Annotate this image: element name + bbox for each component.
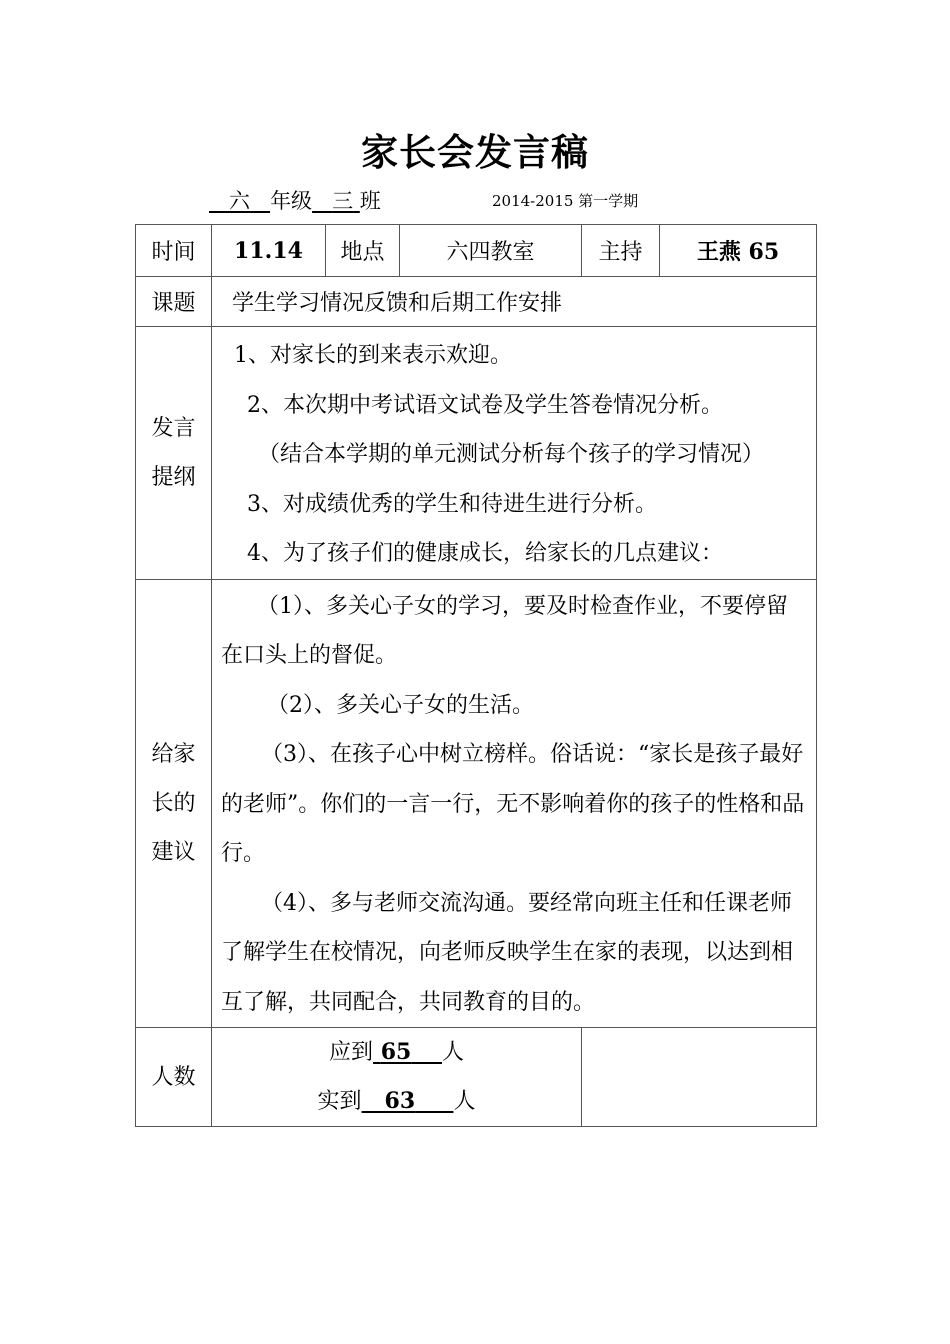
- place-label: 地点: [326, 225, 400, 277]
- outline-item: 4、为了孩子们的健康成长，给家长的几点建议：: [247, 541, 723, 566]
- time-value: 11.14: [212, 225, 326, 277]
- advice-item: （4）、多与老师交流沟通。要经常向班主任和任课老师了解学生在校情况，向老师反映学生在家的表现，以达到相互了解，共同配合，共同教育的目的。: [221, 890, 794, 1015]
- outline-content: [212, 327, 817, 580]
- place-value: 六四教室: [400, 225, 582, 277]
- term-label: 2014-2015 第一学期: [492, 192, 639, 210]
- advice-row: [136, 579, 817, 1028]
- advice-item: （2）、多关心子女的生活。: [267, 692, 534, 718]
- topic-label: 课题: [136, 277, 212, 327]
- outline-item: （结合本学期的单元测试分析每个孩子的学习情况）: [258, 442, 765, 467]
- outline-item: 2、本次期中考试语文试卷及学生答卷情况分析。: [247, 392, 723, 418]
- meeting-table: [135, 224, 817, 1127]
- attendance-counts: [212, 1028, 582, 1127]
- host-value: 王燕 65: [660, 225, 817, 277]
- info-row: [136, 225, 817, 277]
- expected-count: 应到 65 人: [329, 1039, 464, 1065]
- advice-item: （1）、多关心子女的学习，要及时检查作业，不要停留在口头上的督促。: [221, 593, 788, 668]
- outline-item: 1、对家长的到来表示欢迎。: [234, 343, 512, 368]
- advice-label: 给家 长的 建议: [136, 579, 212, 1028]
- advice-item: （3）、在孩子心中树立榜样。俗话说：“家长是孩子最好的老师”。你们的一言一行，无不影响着你的孩子的性格和品行。: [221, 742, 805, 866]
- page-title: 家长会发言稿: [361, 130, 589, 174]
- advice-content: [212, 579, 817, 1028]
- actual-count: 实到 63 人: [317, 1088, 476, 1114]
- attendance-row: [136, 1028, 817, 1127]
- class-value: 三: [332, 189, 354, 213]
- outline-label: 发言 提纲: [136, 327, 212, 580]
- topic-row: [136, 277, 817, 327]
- outline-item: 3、对成绩优秀的学生和待进生进行分析。: [247, 491, 657, 517]
- grade-class-line: [209, 185, 381, 215]
- topic-value: 学生学习情况反馈和后期工作安排: [212, 277, 817, 327]
- time-label: 时间: [136, 225, 212, 277]
- host-label: 主持: [582, 225, 660, 277]
- attendance-label: 人数: [136, 1028, 212, 1127]
- attendance-blank: [582, 1028, 817, 1127]
- grade-label: 年级: [270, 189, 313, 213]
- grade-value: 六: [229, 189, 251, 213]
- outline-row: [136, 327, 817, 580]
- class-label: 班: [359, 189, 381, 213]
